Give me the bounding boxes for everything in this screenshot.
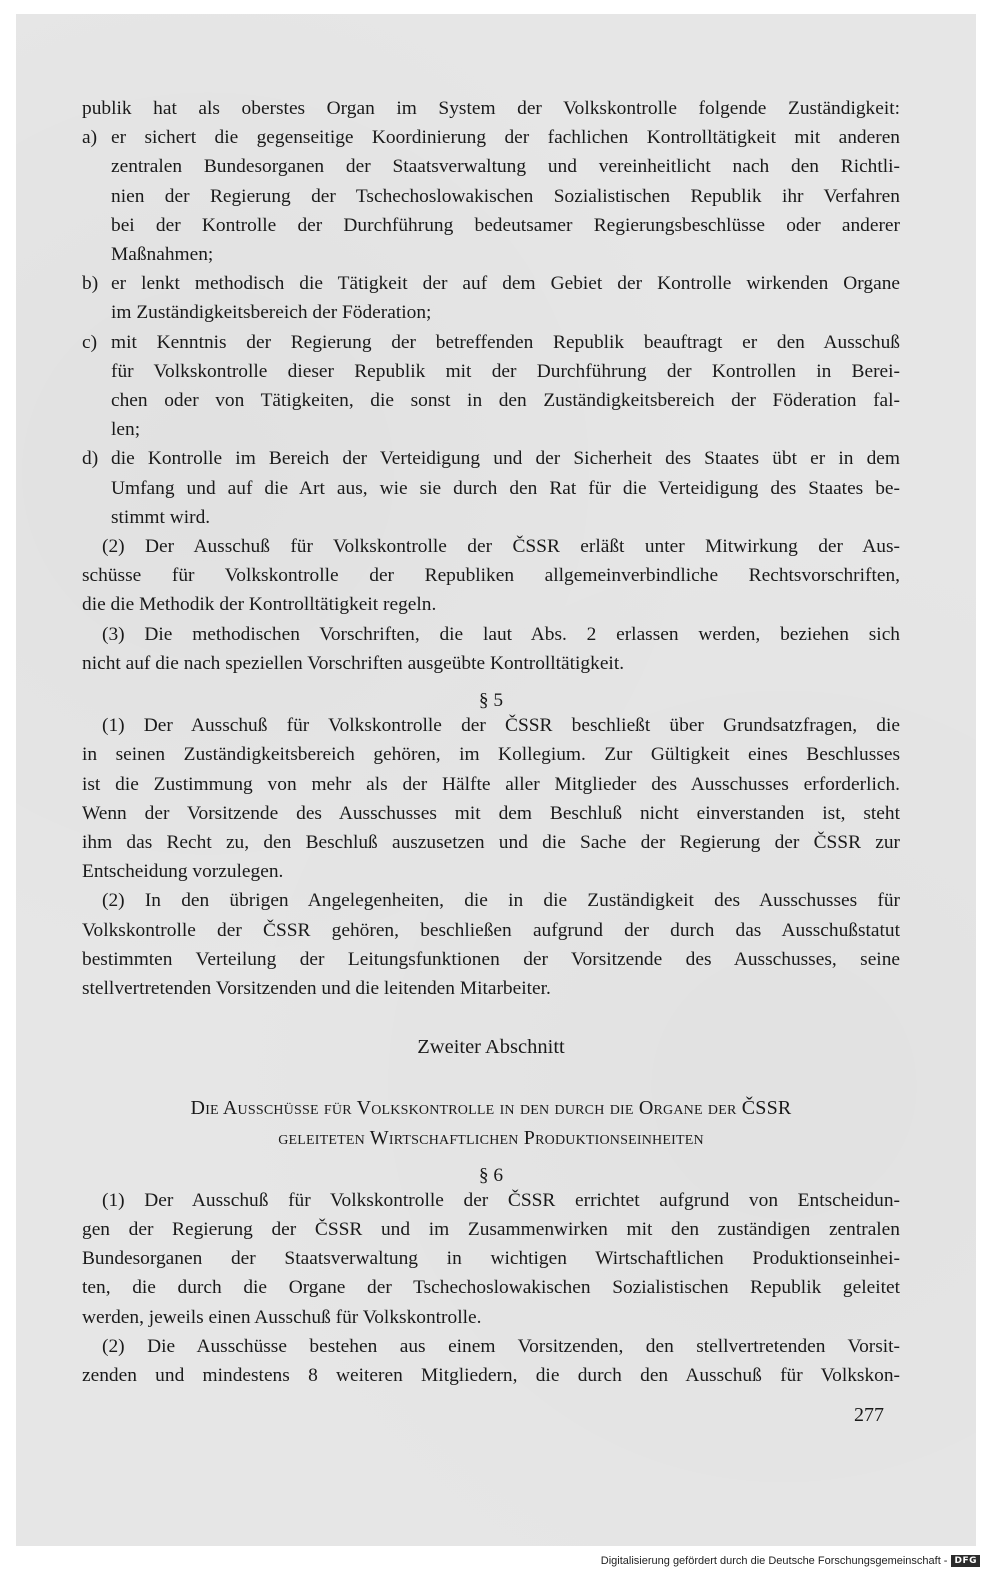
section-6-heading: § 6 <box>478 1164 504 1186</box>
paragraph-6-1 <box>82 1186 900 1332</box>
text-line: (2) Der Ausschuß für Volkskontrolle der ČSSR erläßt unter Mitwirkung der Aus- <box>102 536 900 558</box>
list-item-label: b) <box>82 273 99 295</box>
text-line: er sichert die gegenseitige Koordinierung der fachlichen Kontrolltätigkeit mit anderen <box>111 127 900 149</box>
text-line: Maßnahmen; <box>111 244 214 266</box>
text-line: die Kontrolle im Bereich der Verteidigung und der Sicherheit des Staates übt er in dem <box>111 448 900 470</box>
text-line: in seinen Zuständigkeitsbereich gehören, im Kollegium. Zur Gültigkeit eines Beschlusses <box>82 744 900 766</box>
digitization-footer <box>601 1555 980 1567</box>
text-line: len; <box>111 419 141 441</box>
text-line: Wenn der Vorsitzende des Ausschusses mit dem Beschluß nicht einverstanden ist, steht <box>82 802 900 824</box>
text-line: nicht auf die nach speziellen Vorschriften ausgeübte Kontrolltätigkeit. <box>82 652 625 674</box>
list-item-text <box>111 269 900 327</box>
list-item-d <box>82 444 900 532</box>
text-line: im Zuständigkeitsbereich der Föderation; <box>111 302 432 324</box>
part-title: Zweiter Abschnitt <box>417 1036 565 1059</box>
text-line: stimmt wird. <box>111 506 211 528</box>
page-number: 277 <box>854 1404 884 1426</box>
paragraph-5-1 <box>82 711 900 886</box>
text-line: ist die Zustimmung von mehr als der Hälfte aller Mitglieder des Ausschusses erforderlich. <box>82 773 900 795</box>
text-line: mit Kenntnis der Regierung der betreffenden Republik beauftragt er den Ausschuß <box>111 331 900 353</box>
paragraph-4-3 <box>82 620 900 678</box>
paragraph-4-2 <box>82 532 900 620</box>
text-line: Bundesorganen der Staatsverwaltung in wichtigen Wirtschaftlichen Produktionseinhei- <box>82 1248 900 1270</box>
text-line: (1) Der Ausschuß für Volkskontrolle der ČSSR beschließt über Grundsatzfragen, die <box>102 715 900 737</box>
text-line: (2) In den übrigen Angelegenheiten, die in die Zuständigkeit des Ausschusses für <box>102 890 900 912</box>
page-body <box>82 94 900 1390</box>
text-line: Volkskontrolle der ČSSR gehören, beschließen aufgrund der durch das Ausschußstatut <box>82 919 900 941</box>
text-line: er lenkt methodisch die Tätigkeit der auf dem Gebiet der Kontrolle wirkenden Organe <box>111 273 900 295</box>
list-item-c <box>82 328 900 445</box>
scanned-page <box>16 14 976 1546</box>
text-line: stellvertretenden Vorsitzenden und die leitenden Mitarbeiter. <box>82 978 551 1000</box>
intro-line: publik hat als oberstes Organ im System der Volkskontrolle folgende Zuständigkeit: <box>82 98 900 119</box>
text-line: zentralen Bundesorganen der Staatsverwaltung und vereinheitlicht nach den Richtli- <box>111 156 900 178</box>
list-item-text <box>111 123 900 269</box>
text-line: für Volkskontrolle dieser Republik mit der Durchführung der Kontrollen in Berei- <box>111 360 900 382</box>
text-line: ten, die durch die Organe der Tschechoslowakischen Sozialistischen Republik geleitet <box>82 1277 900 1299</box>
text-line: (3) Die methodischen Vorschriften, die laut Abs. 2 erlassen werden, beziehen sich <box>102 623 900 645</box>
text-line: gen der Regierung der ČSSR und im Zusammenwirken mit den zuständigen zentralen <box>82 1218 900 1240</box>
dfg-logo-icon: DFG <box>951 1555 980 1567</box>
text-line: (2) Die Ausschüsse bestehen aus einem Vorsitzenden, den stellvertretenden Vorsit- <box>102 1335 900 1357</box>
text-line: ihm das Recht zu, den Beschluß auszusetzen und die Sache der Regierung der ČSSR zur <box>82 832 900 854</box>
paragraph-6-2 <box>82 1332 900 1390</box>
list-item-text <box>111 328 900 445</box>
text-line: zenden und mindestens 8 weiteren Mitgliedern, die durch den Ausschuß für Volkskon- <box>82 1364 900 1386</box>
paragraph-5-2 <box>82 886 900 1003</box>
chapter-heading-line-1: Die Ausschüsse für Volkskontrolle in den durch die Organe der ČSSR <box>190 1096 792 1119</box>
text-line: die die Methodik der Kontrolltätigkeit regeln. <box>82 594 437 616</box>
list-item-a <box>82 123 900 269</box>
text-line: Umfang und auf die Art aus, wie sie durch den Rat für die Verteidigung des Staates be- <box>111 477 900 499</box>
text-line: werden, jeweils einen Ausschuß für Volkskontrolle. <box>82 1306 482 1328</box>
text-line: nien der Regierung der Tschechoslowakischen Sozialistischen Republik ihr Verfahren <box>111 185 900 207</box>
text-line: Entscheidung vorzulegen. <box>82 861 284 883</box>
footer-text: Digitalisierung gefördert durch die Deutsche Forschungsgemeinschaft - <box>600 1555 948 1567</box>
chapter-heading-line-2: geleiteten Wirtschaftlichen Produktionseinheiten <box>278 1126 704 1149</box>
list-item-label: c) <box>82 331 98 353</box>
section-5-heading: § 5 <box>478 690 504 712</box>
text-line: bei der Kontrolle der Durchführung bedeutsamer Regierungsbeschlüsse oder anderer <box>111 214 900 236</box>
text-line: chen oder von Tätigkeiten, die sonst in den Zuständigkeitsbereich der Föderation fal- <box>111 390 900 412</box>
text-line: bestimmten Verteilung der Leitungsfunktionen der Vorsitzende des Ausschusses, seine <box>82 948 900 970</box>
text-line: schüsse für Volkskontrolle der Republiken allgemeinverbindliche Rechtsvorschriften, <box>82 565 900 587</box>
list-item-label: a) <box>82 127 98 149</box>
list-item-label: d) <box>82 448 99 470</box>
list-item-b <box>82 269 900 327</box>
text-line: (1) Der Ausschuß für Volkskontrolle der ČSSR errichtet aufgrund von Entscheidun- <box>102 1189 900 1211</box>
list-item-text <box>111 444 900 532</box>
